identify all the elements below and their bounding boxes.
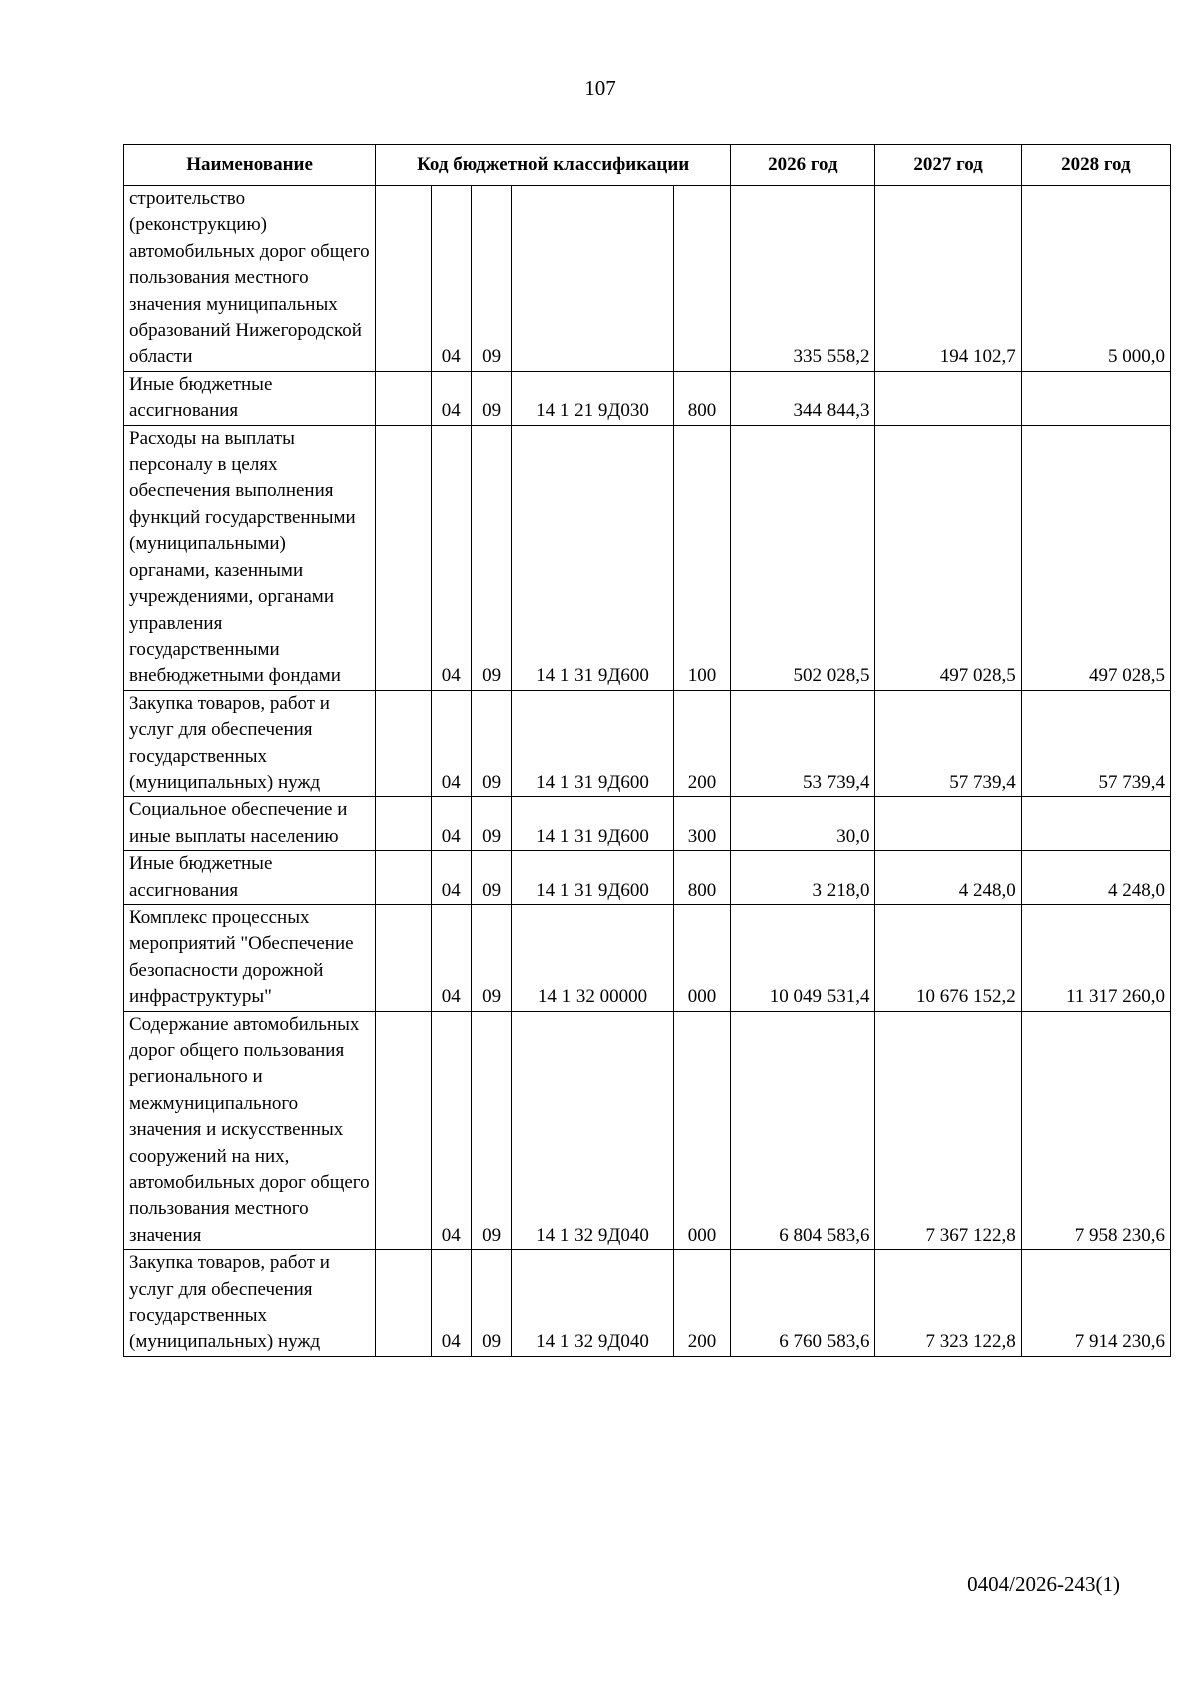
header-name: Наименование	[124, 145, 376, 186]
cell-code-subsection: 09	[471, 690, 511, 797]
cell-code-type: 200	[673, 1250, 731, 1357]
cell-2027: 4 248,0	[875, 851, 1021, 905]
page-number: 107	[584, 76, 616, 100]
cell-2027: 10 676 152,2	[875, 904, 1021, 1011]
cell-code-target	[512, 186, 673, 372]
cell-code-subsection: 09	[471, 1011, 511, 1250]
cell-2026: 6 804 583,6	[731, 1011, 875, 1250]
cell-2026: 3 218,0	[731, 851, 875, 905]
table-row	[124, 690, 1171, 797]
cell-2028	[1021, 797, 1170, 851]
cell-2027	[875, 371, 1021, 425]
cell-code-type: 000	[673, 1011, 731, 1250]
cell-2028: 7 914 230,6	[1021, 1250, 1170, 1357]
cell-2028: 11 317 260,0	[1021, 904, 1170, 1011]
cell-code-type	[673, 186, 731, 372]
cell-code-type: 100	[673, 425, 731, 690]
table-header-row	[124, 145, 1171, 186]
cell-name: строительство (реконструкцию) автомобильных дорог общего пользования местного значения муниципальных образований Нижегородской области	[124, 186, 376, 372]
cell-2028: 57 739,4	[1021, 690, 1170, 797]
cell-code-section	[376, 851, 431, 905]
header-code: Код бюджетной классификации	[376, 145, 731, 186]
cell-code-type: 200	[673, 690, 731, 797]
cell-2026: 502 028,5	[731, 425, 875, 690]
table-row	[124, 1011, 1171, 1250]
table-row	[124, 425, 1171, 690]
cell-code-section	[376, 797, 431, 851]
cell-code-chapter: 04	[431, 690, 471, 797]
cell-code-subsection: 09	[471, 1250, 511, 1357]
cell-code-section	[376, 1011, 431, 1250]
table-row	[124, 186, 1171, 372]
cell-code-chapter: 04	[431, 425, 471, 690]
cell-2028: 497 028,5	[1021, 425, 1170, 690]
table-row	[124, 904, 1171, 1011]
cell-code-type: 800	[673, 371, 731, 425]
cell-2028: 5 000,0	[1021, 186, 1170, 372]
cell-code-type: 300	[673, 797, 731, 851]
cell-code-subsection: 09	[471, 186, 511, 372]
cell-code-type: 800	[673, 851, 731, 905]
cell-code-target: 14 1 31 9Д600	[512, 797, 673, 851]
cell-2026: 53 739,4	[731, 690, 875, 797]
cell-name: Комплекс процессных мероприятий "Обеспечение безопасности дорожной инфраструктуры"	[124, 904, 376, 1011]
cell-code-section	[376, 904, 431, 1011]
header-2028: 2028 год	[1021, 145, 1170, 186]
header-2026: 2026 год	[731, 145, 875, 186]
cell-code-section	[376, 1250, 431, 1357]
table-row	[124, 851, 1171, 905]
cell-code-target: 14 1 32 9Д040	[512, 1250, 673, 1357]
table-row	[124, 1250, 1171, 1357]
cell-2027	[875, 797, 1021, 851]
cell-code-target: 14 1 32 00000	[512, 904, 673, 1011]
cell-code-chapter: 04	[431, 186, 471, 372]
cell-name: Социальное обеспечение и иные выплаты населению	[124, 797, 376, 851]
cell-2027: 194 102,7	[875, 186, 1021, 372]
cell-code-section	[376, 690, 431, 797]
cell-code-subsection: 09	[471, 797, 511, 851]
cell-2028: 4 248,0	[1021, 851, 1170, 905]
cell-code-chapter: 04	[431, 904, 471, 1011]
cell-code-target: 14 1 31 9Д600	[512, 425, 673, 690]
document-id: 0404/2026-243(1)	[967, 1572, 1120, 1596]
cell-2026: 10 049 531,4	[731, 904, 875, 1011]
cell-code-chapter: 04	[431, 851, 471, 905]
cell-code-subsection: 09	[471, 425, 511, 690]
cell-code-subsection: 09	[471, 371, 511, 425]
header-2027: 2027 год	[875, 145, 1021, 186]
cell-code-chapter: 04	[431, 1011, 471, 1250]
cell-name: Иные бюджетные ассигнования	[124, 851, 376, 905]
cell-code-section	[376, 371, 431, 425]
cell-code-chapter: 04	[431, 1250, 471, 1357]
cell-2028	[1021, 371, 1170, 425]
cell-name: Закупка товаров, работ и услуг для обеспечения государственных (муниципальных) нужд	[124, 690, 376, 797]
cell-2027: 57 739,4	[875, 690, 1021, 797]
cell-2028: 7 958 230,6	[1021, 1011, 1170, 1250]
table-row	[124, 797, 1171, 851]
cell-name: Закупка товаров, работ и услуг для обеспечения государственных (муниципальных) нужд	[124, 1250, 376, 1357]
cell-name: Содержание автомобильных дорог общего пользования регионального и межмуниципального значения и искусственных сооружений на них, автомобильных дорог общего пользования местного значения	[124, 1011, 376, 1250]
cell-2026: 6 760 583,6	[731, 1250, 875, 1357]
cell-code-target: 14 1 32 9Д040	[512, 1011, 673, 1250]
cell-2026: 344 844,3	[731, 371, 875, 425]
cell-code-subsection: 09	[471, 904, 511, 1011]
budget-table	[123, 144, 1171, 1357]
cell-code-target: 14 1 31 9Д600	[512, 690, 673, 797]
cell-2027: 7 323 122,8	[875, 1250, 1021, 1357]
cell-code-target: 14 1 21 9Д030	[512, 371, 673, 425]
table-row	[124, 371, 1171, 425]
cell-code-section	[376, 425, 431, 690]
cell-code-type: 000	[673, 904, 731, 1011]
cell-2027: 497 028,5	[875, 425, 1021, 690]
cell-code-target: 14 1 31 9Д600	[512, 851, 673, 905]
cell-2027: 7 367 122,8	[875, 1011, 1021, 1250]
cell-name: Иные бюджетные ассигнования	[124, 371, 376, 425]
cell-2026: 30,0	[731, 797, 875, 851]
cell-2026: 335 558,2	[731, 186, 875, 372]
cell-code-chapter: 04	[431, 371, 471, 425]
cell-code-subsection: 09	[471, 851, 511, 905]
cell-code-section	[376, 186, 431, 372]
cell-name: Расходы на выплаты персоналу в целях обеспечения выполнения функций государственными (муниципальными) органами, казенными учреждениями, органами управления государственными внебюджетными фондами	[124, 425, 376, 690]
cell-code-chapter: 04	[431, 797, 471, 851]
